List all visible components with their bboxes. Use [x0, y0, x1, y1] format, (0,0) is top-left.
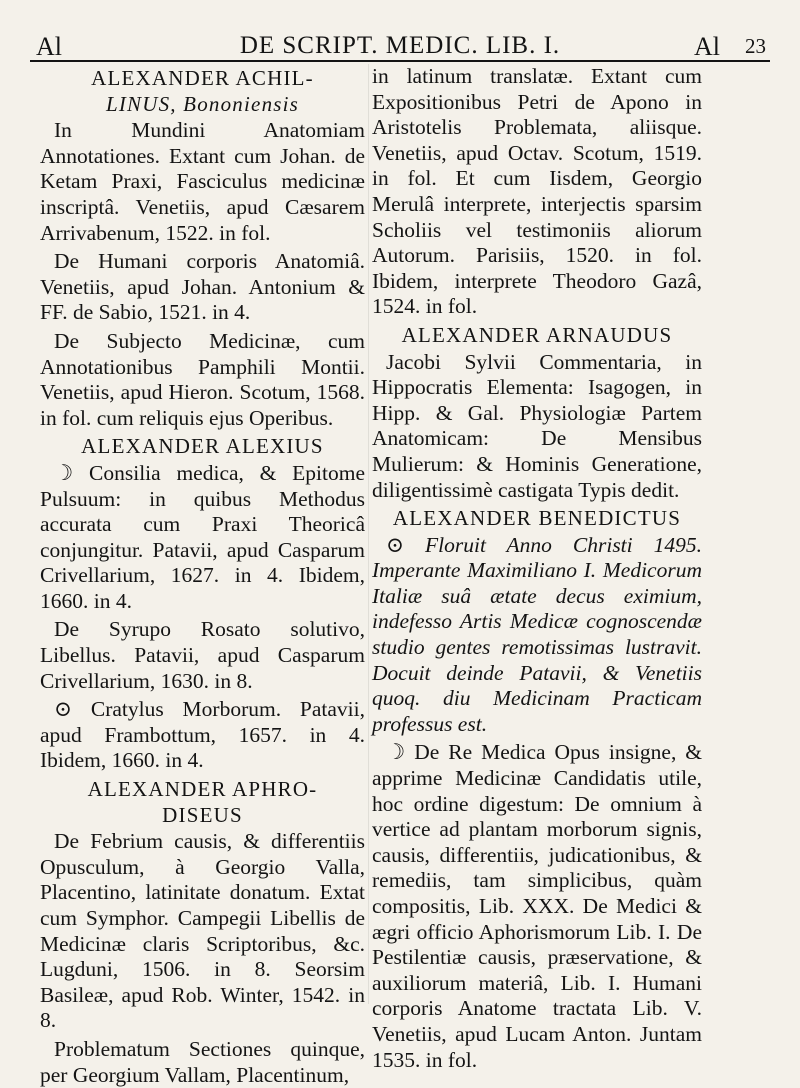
entry-heading-aphrodiseus	[40, 777, 365, 828]
entry-paragraph: De Febrium causis, & differentiis Opusculum, à Georgio Valla, Placentino, latinitate donatum. Extat cum Symphor. Campegii Libellis de Medicinæ claris Scriptoribus, &c. Lugduni, 1506. in 8. Seorsim Basileæ, apud Rob. Winter, 1542. in 8.	[40, 829, 365, 1033]
entry-heading-achillinus	[40, 66, 365, 117]
heading-line: DISEUS	[162, 802, 243, 827]
header-catchword-right: Al	[694, 32, 720, 61]
column-gutter	[368, 64, 369, 1004]
entry-paragraph: Jacobi Sylvii Commentaria, in Hippocratis Elementa: Isagogen, in Hipp. & Gal. Physiologiæ Partem Anatomicam: De Mensibus Mulierum: & Hominis Generatione, diligentissimè castigata Typis dedit.	[372, 349, 702, 502]
entry-heading-alexius: ALEXANDER ALEXIUS	[81, 434, 324, 459]
heading-line: ALEXANDER APHRO-	[87, 777, 318, 802]
heading-line: ALEXANDER ACHIL-	[91, 66, 314, 90]
entry-heading-arnaudus: ALEXANDER ARNAUDUS	[401, 322, 673, 347]
entry-paragraph: ☽ De Re Medica Opus insigne, & apprime Medicinæ Candidatis utile, hoc ordine digestum: De omnium à vertice ad plantam morborum signis, causis, differentiis, judicationibus, & remediis, tam simplicibus, quàm compositis, Lib. XXX. De Medici & ægri officio Aphorismorum Lib. I. De Pestilentiæ causis, præservatione, & auxiliorum materiâ, Lib. I. Humani corporis Anatome tractata Lib. V. Venetiis, apud Lucam Anton. Juntam 1535. in fol.	[372, 740, 702, 1072]
entry-paragraph: Problematum Sectiones quinque, per Georgium Vallam, Placentinum,	[40, 1036, 365, 1087]
header-catchword-left: Al	[36, 32, 62, 61]
heading-line: LINUS, Bononiensis	[105, 91, 300, 116]
entry-paragraph-biography: ⊙ Floruit Anno Christi 1495. Imperante Maximiliano I. Medicorum Italiæ suâ ætate decus eximium, indefesso Artis Medicæ cognoscendæ studio gentes remotissimas lustravit. Docuit deinde Patavii, & Venetiis quoq. diu Medicinam Practicam professus est.	[372, 532, 702, 736]
entry-paragraph-continued: in latinum translatæ. Extant cum Expositionibus Petri de Apono in Aristotelis Problemata, aliisque. Venetiis, apud Octav. Scotum, 1519. in fol. Et cum Iisdem, Georgio Merulâ interprete, interjectis sparsim Scholiis vel testimoniis aliorum Autorum. Parisiis, 1520. in fol. Ibidem, interprete Theodoro Gazâ, 1524. in fol.	[372, 64, 702, 319]
running-header	[30, 28, 770, 62]
entry-paragraph: In Mundini Anatomiam Annotationes. Extant cum Johan. de Ketam Praxi, Fasciculus medicinæ inscriptâ. Venetiis, apud Cæsarem Arrivabenum, 1522. in fol.	[40, 118, 365, 245]
entry-paragraph: De Syrupo Rosato solutivo, Libellus. Patavii, apud Casparum Crivellarium, 1630. in 8.	[40, 617, 365, 693]
entry-paragraph: De Humani corporis Anatomiâ. Venetiis, apud Johan. Antonium & FF. de Sabio, 1521. in 4.	[40, 249, 365, 325]
header-title: DE SCRIPT. MEDIC. LIB. I.	[239, 32, 561, 59]
entry-heading-benedictus: ALEXANDER BENEDICTUS	[392, 506, 682, 531]
right-column	[372, 64, 702, 1072]
entry-paragraph: ☽ Consilia medica, & Epitome Pulsuum: in quibus Methodus accurata cum Praxi Theoricâ conjungitur. Patavii, apud Casparum Crivellarium, 1627. in 4. Ibidem, 1660. in 4.	[40, 460, 365, 613]
entry-paragraph: De Subjecto Medicinæ, cum Annotationibus Pamphili Montii. Venetiis, apud Hieron. Scotum, 1568. in fol. cum reliquis ejus Operibus.	[40, 328, 365, 430]
left-column	[40, 64, 365, 1087]
page-number: 23	[745, 34, 766, 58]
entry-paragraph: ⊙ Cratylus Morborum. Patavii, apud Frambottum, 1657. in 4. Ibidem, 1660. in 4.	[40, 697, 365, 773]
